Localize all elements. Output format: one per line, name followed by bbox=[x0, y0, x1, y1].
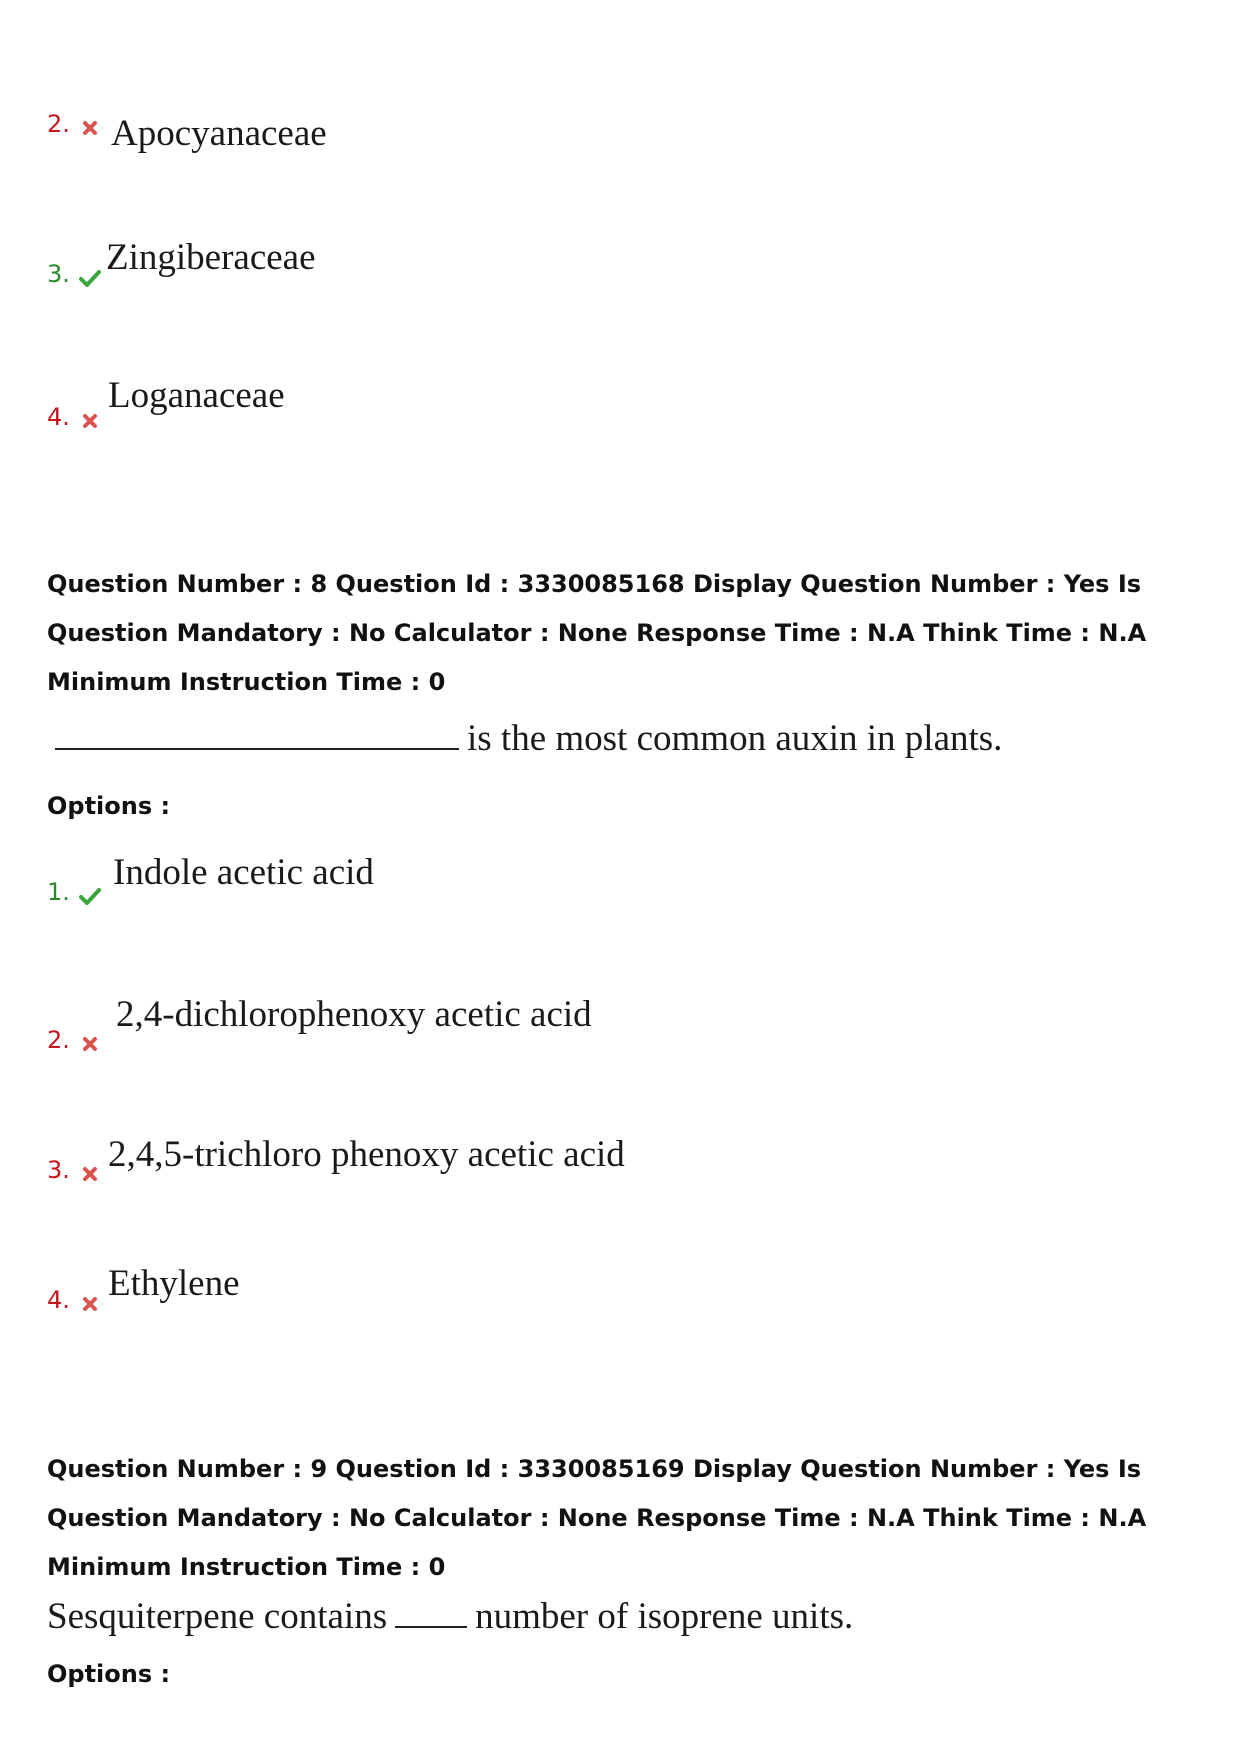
option-row bbox=[47, 1286, 99, 1314]
question-meta: Question Number : 9 Question Id : 3330085169 Display Question Number : Yes Is Question Mandatory : No Calculator : None Response Time : N.A Think Time : N.A Minimum Instruction Time : 0 bbox=[47, 1455, 1147, 1581]
question-text-content: is the most common auxin in plants. bbox=[467, 718, 1003, 759]
question-text bbox=[47, 1595, 853, 1638]
blank-line bbox=[395, 1604, 467, 1628]
cross-icon bbox=[81, 1165, 99, 1183]
cross-icon bbox=[81, 119, 99, 137]
option-number: 4. bbox=[47, 1286, 70, 1314]
option-number: 2. bbox=[47, 1026, 70, 1054]
option-number: 4. bbox=[47, 403, 70, 431]
options-label: Options : bbox=[47, 792, 171, 820]
question-text bbox=[55, 717, 1002, 760]
cross-icon bbox=[81, 1295, 99, 1313]
check-icon bbox=[79, 269, 101, 287]
option-text: 2,4,5-trichloro phenoxy acetic acid bbox=[108, 1134, 625, 1175]
option-number: 2. bbox=[47, 110, 70, 138]
option-number: 3. bbox=[47, 260, 70, 288]
option-text: Zingiberaceae bbox=[106, 237, 316, 278]
option-row bbox=[47, 1156, 99, 1184]
check-icon bbox=[79, 887, 101, 905]
option-text: 2,4-dichlorophenoxy acetic acid bbox=[116, 994, 592, 1035]
option-text: Loganaceae bbox=[108, 375, 285, 416]
option-row bbox=[47, 110, 99, 138]
option-number: 1. bbox=[47, 878, 70, 906]
option-row bbox=[47, 260, 101, 288]
option-number: 3. bbox=[47, 1156, 70, 1184]
option-text: Apocyanaceae bbox=[111, 113, 327, 154]
option-text: Indole acetic acid bbox=[113, 852, 374, 893]
option-row bbox=[47, 1026, 99, 1054]
cross-icon bbox=[81, 1035, 99, 1053]
blank-line bbox=[55, 718, 459, 750]
option-row bbox=[47, 878, 101, 906]
options-label: Options : bbox=[47, 1660, 171, 1688]
cross-icon bbox=[81, 412, 99, 430]
option-row bbox=[47, 403, 99, 431]
question-text-after: number of isoprene units. bbox=[475, 1596, 854, 1637]
question-meta: Question Number : 8 Question Id : 3330085168 Display Question Number : Yes Is Question Mandatory : No Calculator : None Response Time : N.A Think Time : N.A Minimum Instruction Time : 0 bbox=[47, 570, 1147, 696]
option-text: Ethylene bbox=[108, 1263, 240, 1304]
question-text-before: Sesquiterpene contains bbox=[47, 1596, 388, 1637]
